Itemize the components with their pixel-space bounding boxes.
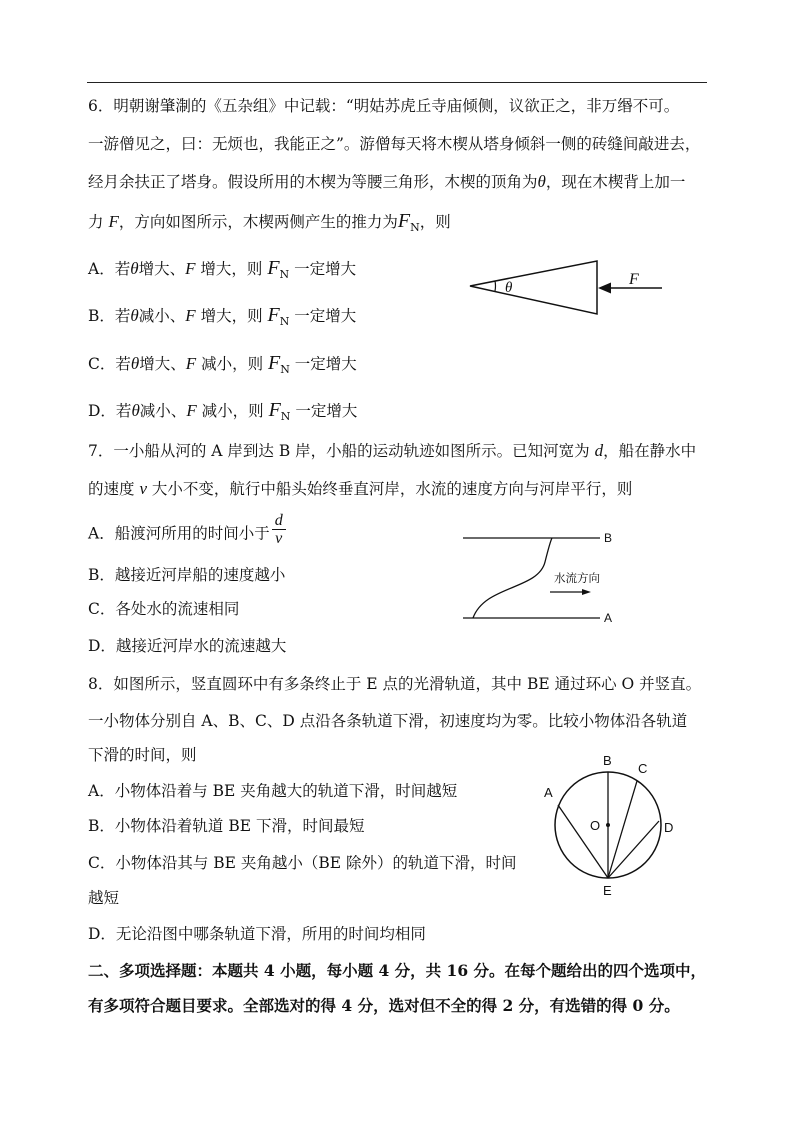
point-c-label: C bbox=[638, 761, 648, 776]
section2-header-line-2: 有多项符合题目要求。全部选对的得 4 分，选对但不全的得 2 分，有选错的得 0 分。 bbox=[88, 996, 680, 1015]
track-ae bbox=[558, 805, 608, 878]
q8-option-c-line-2[interactable]: 越短 bbox=[88, 889, 120, 907]
q6-option-b[interactable]: B．若θ减小、F 增大，则 $F_N$ 一定增大 bbox=[88, 304, 357, 328]
q7-text-line-2: 的速度 v 大小不变，航行中船头始终垂直河岸，水流的速度方向与河岸平行，则 bbox=[88, 479, 633, 498]
q8-text-line-2: 一小物体分别自 A、B、C、D 点沿各条轨道下滑，初速度均为零。比较小物体沿各轨道 bbox=[88, 712, 688, 730]
q6-text-line-4: 力 F，方向如图所示，木楔两侧产生的推力为$F_N$，则 bbox=[88, 210, 451, 234]
q8-option-a[interactable]: A．小物体沿着与 BE 夹角越大的轨道下滑，时间越短 bbox=[88, 782, 458, 800]
q7-river-figure bbox=[460, 530, 630, 630]
q7-text-line-1: 7．一小船从河的 A 岸到达 B 岸，小船的运动轨迹如图所示。已知河宽为 d，船在静水中 bbox=[88, 441, 697, 460]
q6-option-d[interactable]: D．若θ减小、F 减小，则 $F_N$ 一定增大 bbox=[88, 399, 358, 423]
q7-option-b[interactable]: B．越接近河岸船的速度越小 bbox=[88, 566, 286, 584]
track-ce bbox=[608, 781, 637, 878]
center-o-label: O bbox=[590, 818, 601, 833]
q6-text-line-1: 6．明朝谢肇淛的《五杂组》中记载：“明姑苏虎丘寺庙倾侧，议欲正之，非万缗不可。 bbox=[88, 97, 680, 115]
point-a-label: A bbox=[544, 785, 553, 800]
q8-option-b[interactable]: B．小物体沿着轨道 BE 下滑，时间最短 bbox=[88, 817, 365, 835]
fraction-d-over-v: $\frac{d}{v}$ bbox=[272, 512, 286, 547]
section2-header-line-1: 二、多项选择题：本题共 4 小题，每小题 4 分，共 16 分。在每个题给出的四个选项中， bbox=[88, 961, 707, 980]
point-b-label: B bbox=[603, 753, 612, 768]
flow-direction-label: 水流方向 bbox=[554, 571, 600, 585]
theta-label: θ bbox=[505, 280, 513, 296]
q7-option-a[interactable]: A．船渡河所用的时间小于 $\frac{d}{v}$ bbox=[88, 522, 286, 547]
force-label: F bbox=[629, 271, 639, 288]
flow-arrow-head bbox=[582, 589, 591, 595]
q8-option-c-line-1[interactable]: C．小物体沿其与 BE 夹角越小（BE 除外）的轨道下滑，时间 bbox=[88, 854, 517, 872]
force-arrow-head bbox=[598, 283, 611, 294]
q6-text-line-3: 经月余扶正了塔身。假设所用的木楔为等腰三角形，木楔的顶角为θ，现在木楔背上加一 bbox=[88, 172, 686, 191]
bank-b-label: B bbox=[604, 531, 613, 545]
center-dot bbox=[606, 823, 610, 827]
q8-option-d[interactable]: D．无论沿图中哪条轨道下滑，所用的时间均相同 bbox=[88, 925, 426, 943]
q7-option-d[interactable]: D．越接近河岸水的流速越大 bbox=[88, 637, 287, 655]
point-d-label: D bbox=[664, 820, 674, 835]
q6-wedge-figure bbox=[465, 255, 675, 325]
top-rule bbox=[87, 82, 707, 83]
q6-text-line-2: 一游僧见之，曰：无烦也，我能正之”。游僧每天将木楔从塔身倾斜一侧的砖缝间敲进去， bbox=[88, 135, 701, 153]
q8-circle-figure bbox=[530, 748, 690, 908]
boat-trajectory bbox=[473, 538, 552, 618]
q7-option-c[interactable]: C．各处水的流速相同 bbox=[88, 600, 240, 618]
wedge-triangle bbox=[470, 261, 597, 314]
q8-text-line-3: 下滑的时间，则 bbox=[88, 746, 197, 764]
track-de bbox=[608, 821, 659, 878]
point-e-label: E bbox=[603, 883, 612, 898]
q6-option-a[interactable]: A．若θ增大、F 增大，则 $F_N$ 一定增大 bbox=[88, 257, 357, 281]
bank-a-label: A bbox=[604, 611, 613, 625]
q6-option-c[interactable]: C．若θ增大、F 减小，则 $F_N$ 一定增大 bbox=[88, 352, 357, 376]
q8-text-line-1: 8．如图所示，竖直圆环中有多条终止于 E 点的光滑轨道，其中 BE 通过环心 O 并竖直。 bbox=[88, 675, 702, 693]
